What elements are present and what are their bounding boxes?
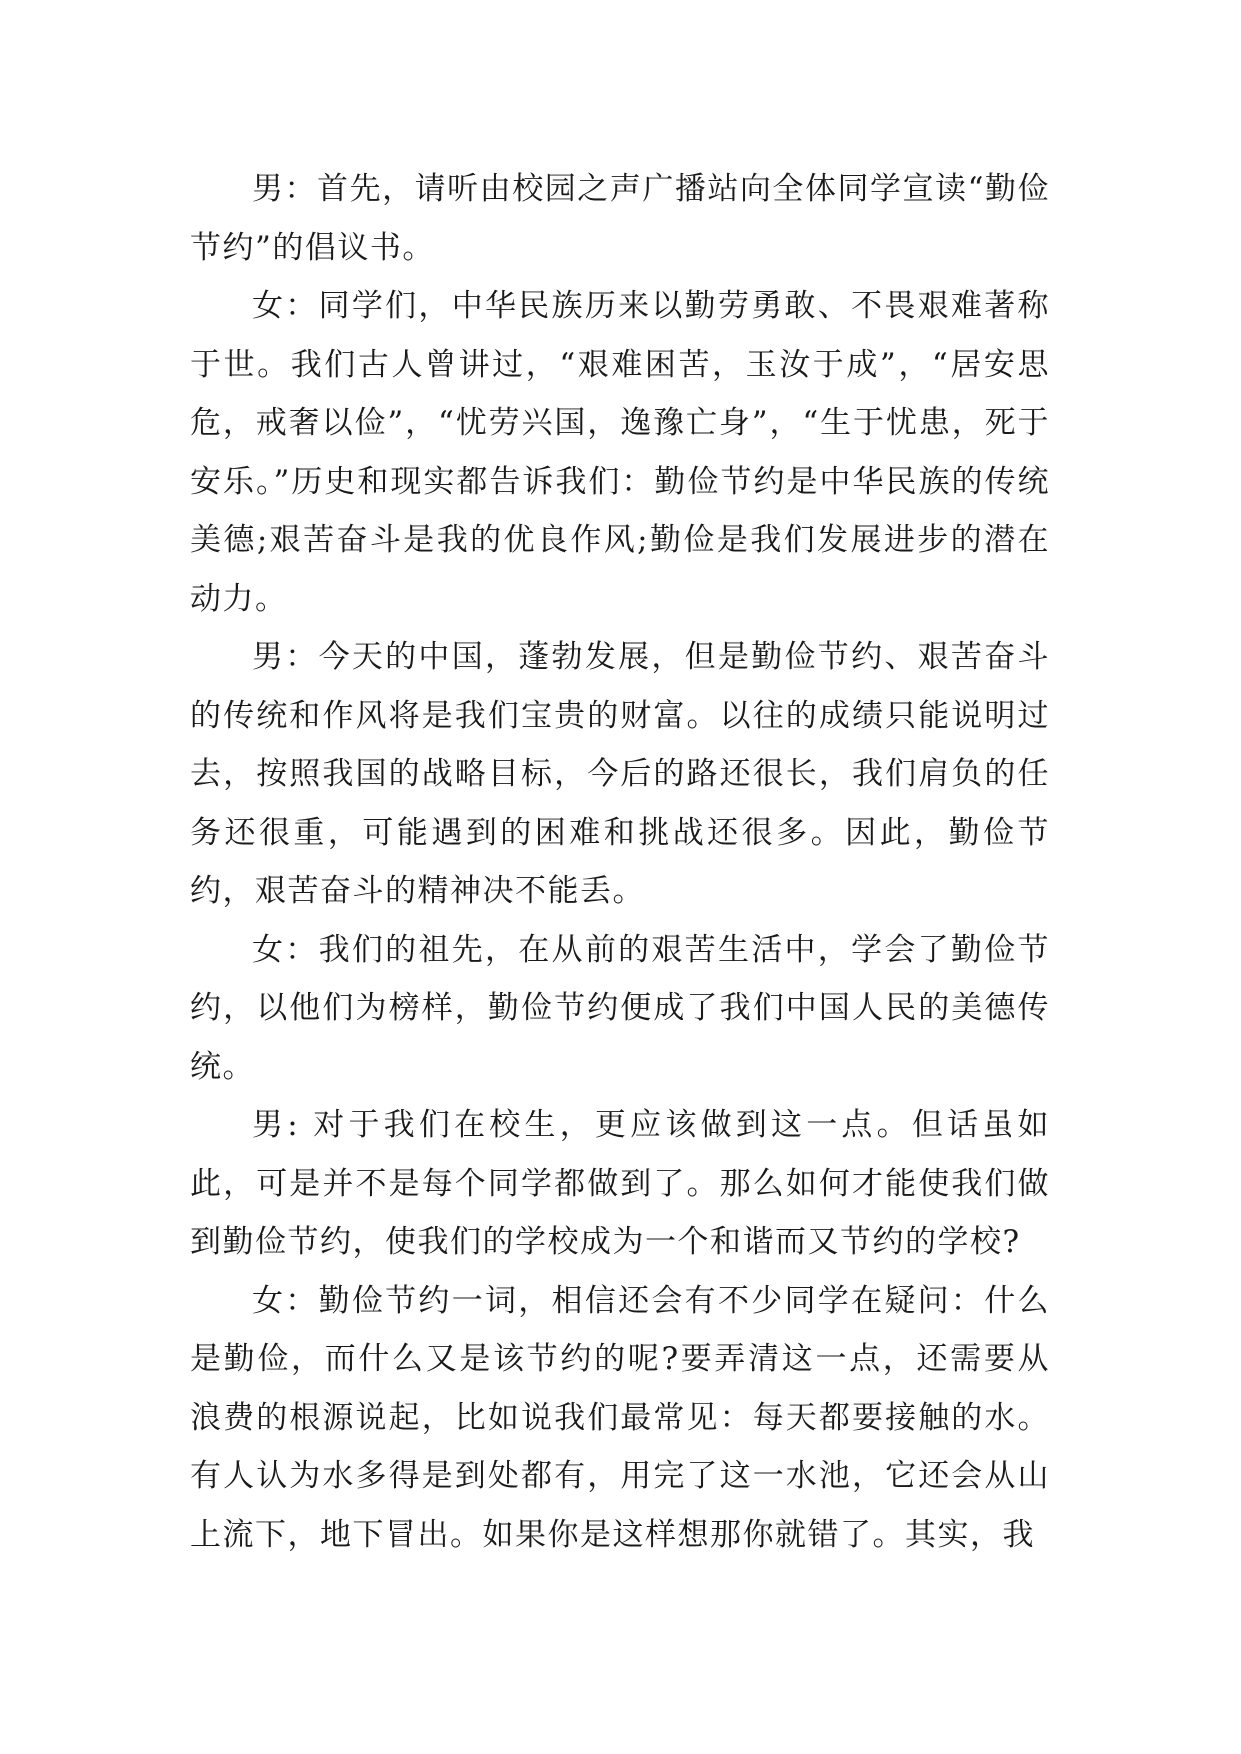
paragraph: 男: 对于我们在校生，更应该做到这一点。但话虽如此，可是并不是每个同学都做到了。那么如何才能使我们做到勤俭节约，使我们的学校成为一个和谐而又节约的学校? <box>190 1107 1050 1260</box>
paragraph: 女：勤俭节约一词，相信还会有不少同学在疑问：什么是勤俭，而什么又是该节约的呢?要弄清这一点，还需要从浪费的根源说起，比如说我们最常见：每天都要接触的水。有人认为水多得是到处都有，用完了这一水池，它还会从山上流下，地下冒出。如果你是这样想那你就错了。其实，我 <box>190 1282 1050 1553</box>
paragraph: 男：今天的中国，蓬勃发展，但是勤俭节约、艰苦奋斗的传统和作风将是我们宝贵的财富。以往的成绩只能说明过去，按照我国的战略目标，今后的路还很长，我们肩负的任务还很重，可能遇到的困难和挑战还很多。因此，勤俭节约，艰苦奋斗的精神决不能丢。 <box>190 639 1050 909</box>
body-text <box>190 160 1050 1564</box>
paragraph: 女：我们的祖先，在从前的艰苦生活中，学会了勤俭节约，以他们为榜样，勤俭节约便成了我们中国人民的美德传统。 <box>190 931 1050 1085</box>
paragraph: 女：同学们，中华民族历来以勤劳勇敢、不畏艰难著称于世。我们古人曾讲过，“艰难困苦，玉汝于成”，“居安思危，戒奢以俭”，“忧劳兴国，逸豫亡身”，“生于忧患，死于安乐。”历史和现实都告诉我们：勤俭节约是中华民族的传统美德;艰苦奋斗是我的优良作风;勤俭是我们发展进步的潜在动力。 <box>190 288 1050 617</box>
paragraph: 男：首先，请听由校园之声广播站向全体同学宣读“勤俭节约”的倡议书。 <box>190 171 1050 266</box>
